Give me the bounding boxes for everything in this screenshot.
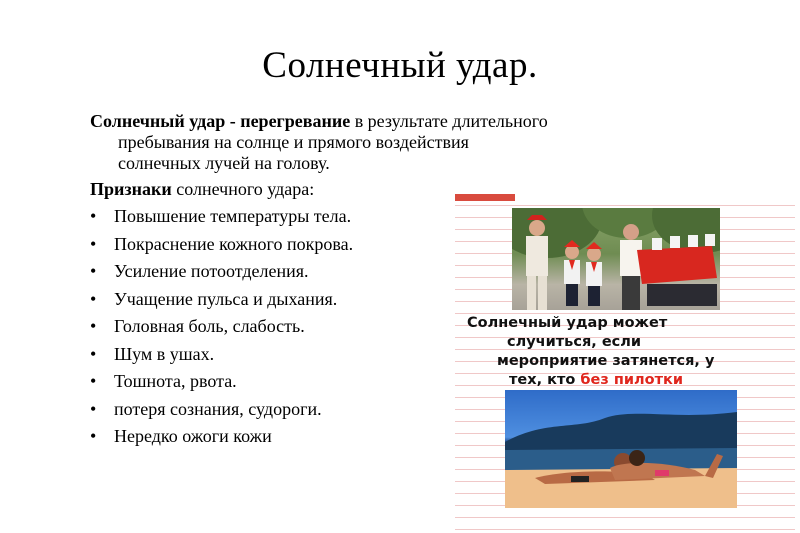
definition-paragraph — [90, 111, 550, 174]
signs-heading-text: солнечного удара: — [171, 179, 315, 199]
image-panel — [455, 194, 795, 530]
list-item: • Нередко ожоги кожи — [90, 423, 550, 451]
list-item: • Усиление потоотделения. — [90, 258, 550, 286]
list-item: • Покраснение кожного покрова. — [90, 231, 550, 259]
list-item: • Головная боль, слабость. — [90, 313, 550, 341]
list-item: • Шум в ушах. — [90, 341, 550, 369]
caption-line: случиться, если — [507, 334, 642, 350]
red-accent-bar — [455, 194, 515, 201]
caption-line: мероприятие затянется, у — [497, 353, 715, 369]
caption-line: Солнечный удар может — [467, 315, 668, 331]
definition-text: в результате длительного пребывания на солнце и прямого воздействия солнечных лучей на голову. — [118, 111, 548, 173]
list-item: • Учащение пульса и дыхания. — [90, 286, 550, 314]
list-item: • Повышение температуры тела. — [90, 203, 550, 231]
signs-heading-term: Признаки — [90, 179, 172, 199]
list-item: • Тошнота, рвота. — [90, 368, 550, 396]
caption-line — [467, 371, 787, 390]
photo-beach — [505, 390, 737, 508]
definition-term: Солнечный удар - перегревание — [90, 111, 351, 131]
photo-caption — [467, 314, 787, 390]
slide-title: Солнечный удар. — [262, 45, 538, 86]
photo-children-in-caps — [512, 208, 720, 310]
list-item: • потеря сознания, судороги. — [90, 396, 550, 424]
caption-text: тех, кто — [509, 372, 581, 388]
caption-highlight: без пилотки — [580, 372, 684, 388]
